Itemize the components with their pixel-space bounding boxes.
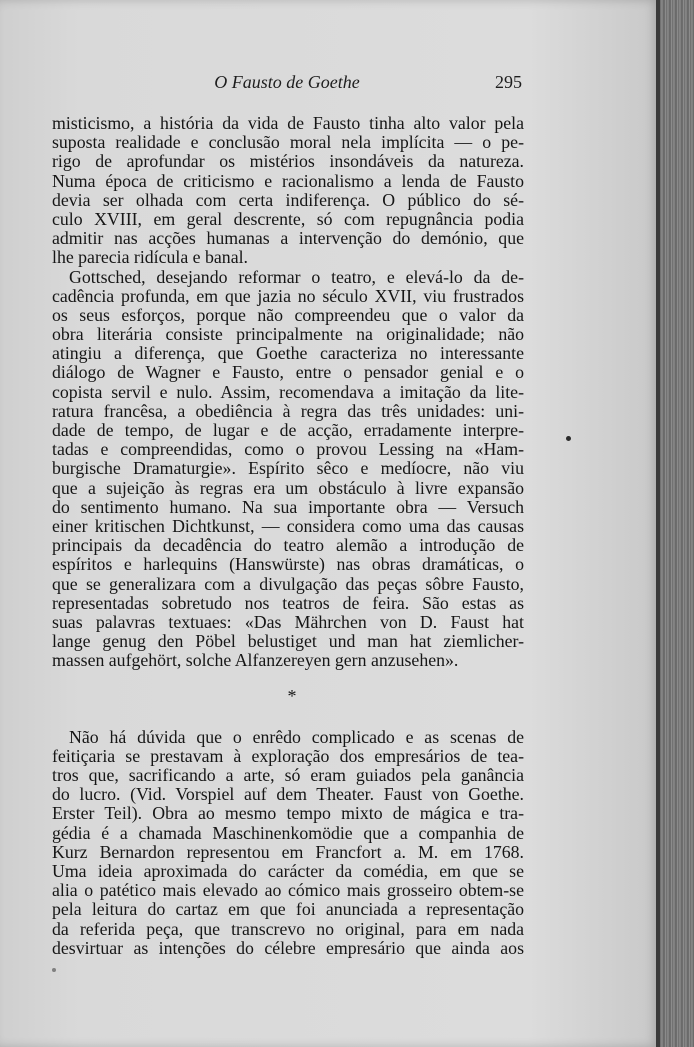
paragraph-2 (52, 268, 524, 671)
text-line: einer kritischen Dichtkunst, — considera como uma das causas (52, 515, 524, 536)
text-line: diálogo de Wagner e Fausto, entre o pensador genial e o (52, 362, 524, 383)
text-line: suposta realidade e conclusão moral nela implícita — o pe- (52, 132, 524, 153)
page-header (52, 72, 522, 100)
text-line: da referida peça, que transcrevo no original, para em nada (52, 918, 524, 939)
print-speck (566, 436, 571, 441)
text-line: que se generalizara com a divulgação das peças sôbre Fausto, (52, 573, 524, 594)
text-line: massen aufgehört, solche Alfanzereyen gern anzusehen». (52, 650, 459, 671)
text-line: principais da decadência do teatro alemão a introdução de (52, 535, 524, 556)
text-line: misticismo, a história da vida de Fausto tinha alto valor pela (52, 113, 524, 133)
text-line: desvirtuar as intenções do célebre empresário que ainda aos (52, 937, 524, 958)
text-line: suas palavras textuaes: «Das Mährchen von D. Faust hat (52, 611, 524, 632)
text-line: Não há dúvida que o enrêdo complicado e as scenas de (69, 726, 524, 747)
text-line: Kurz Bernardon representou em Francfort a. M. em 1768. (52, 841, 524, 862)
text-line: lhe parecia ridícula e banal. (52, 247, 248, 268)
section-separator: * (287, 686, 297, 707)
text-line: culo XVIII, em geral descrente, só com repugnância podia (52, 208, 524, 229)
text-line: dade de tempo, de lugar e de acção, erradamente interpre- (52, 420, 524, 440)
text-line: ratura francêsa, a obediência à regra das três unidades: uni- (52, 400, 524, 421)
text-line: admitir nas acções humanas a intervenção do demónio, que (52, 228, 524, 249)
text-line: Numa época de criticismo e racionalismo a lenda de Fausto (52, 170, 524, 191)
text-line: Gottsched, desejando reformar o teatro, e elevá-lo da de- (69, 266, 524, 287)
text-line: representadas sobretudo nos teatros de feira. São estas as (52, 592, 524, 613)
page-number: 295 (495, 72, 522, 92)
text-line: rigo de aprofundar os mistérios insondáveis da natureza. (52, 151, 524, 172)
text-line: que a sujeição às regras era um obstáculo à livre expansão (52, 477, 524, 498)
text-line: burgische Dramaturgie». Espírito sêco e medíocre, não viu (52, 458, 524, 479)
text-line: copista servil e nulo. Assim, recomendava a imitação da lite- (52, 381, 524, 402)
text-line: gédia é a chamada Maschinenkomödie que a companhia de (52, 822, 524, 843)
text-line: obra literária consiste principalmente na originalidade; não (52, 324, 524, 345)
page-body (52, 114, 524, 958)
paragraph-1 (52, 114, 524, 268)
text-line: devia ser olhada com certa indiferença. O público do sé- (52, 189, 524, 210)
text-line: atingiu a diferença, que Goethe caracteriza no interessante (52, 343, 524, 364)
running-title: O Fausto de Goethe (214, 72, 360, 92)
text-line: tadas e compreendidas, como o provou Lessing na «Ham- (52, 439, 524, 460)
text-line: alia o patético mais elevado ao cómico mais grosseiro obtem-se (52, 880, 524, 901)
text-line: cadência profunda, em que jazia no século XVII, viu frustrados (52, 285, 524, 306)
text-line: tros que, sacrificando a arte, só eram guiados pela ganância (52, 765, 524, 785)
text-line: espíritos e harlequins (Hanswürste) nas obras dramáticas, o (52, 554, 524, 575)
text-line: do sentimento humano. Na sua importante obra — Versuch (52, 496, 524, 517)
book-edge (660, 0, 694, 1047)
text-line: pela leitura do cartaz em que foi anunciada a representação (52, 899, 524, 920)
text-line: feitiçaria se prestavam à exploração dos empresários de tea- (52, 745, 524, 766)
text-line: lange genug den Pöbel belustiget und man hat ziemlicher- (52, 631, 524, 652)
text-line: Uma ideia aproximada do carácter da comédia, em que se (52, 860, 524, 881)
text-line: Erster Teil). Obra ao mesmo tempo mixto de mágica e tra- (52, 803, 524, 824)
text-line: os seus esforços, porque não compreendeu que o valor da (52, 304, 524, 325)
text-line: do lucro. (Vid. Vorspiel auf dem Theater. Faust von Goethe. (52, 784, 524, 805)
print-speck (52, 968, 56, 972)
paragraph-3 (52, 728, 524, 958)
